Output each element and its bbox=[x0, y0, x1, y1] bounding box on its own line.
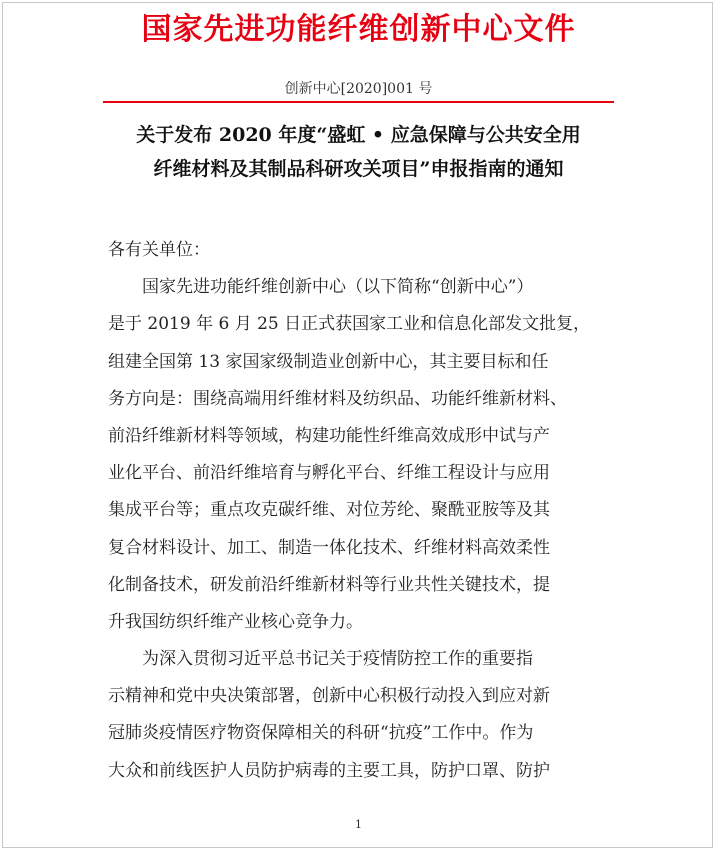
document-number: 创新中心[2020]001 号 bbox=[284, 81, 433, 97]
paragraph-line: 组建全国第 13 家国家级制造业创新中心，其主要目标和任 bbox=[108, 351, 549, 372]
paragraph-line: 为深入贯彻习近平总书记关于疫情防控工作的重要指 bbox=[142, 649, 533, 670]
document-body bbox=[108, 232, 608, 790]
notice-title-line: 纤维材料及其制品科研攻关项目”申报指南的通知 bbox=[153, 158, 564, 180]
paragraph-line: 务方向是：围绕高端用纤维材料及纺织品、功能纤维新材料、 bbox=[108, 388, 567, 409]
paragraph-line: 集成平台等；重点攻克碳纤维、对位芳纶、聚酰亚胺等及其 bbox=[108, 500, 550, 521]
paragraph-line: 业化平台、前沿纤维培育与孵化平台、纤维工程设计与应用 bbox=[108, 463, 550, 484]
page-number: 1 bbox=[355, 818, 362, 831]
paragraph-line: 是于 2019 年 6 月 25 日正式获国家工业和信息化部发文批复， bbox=[108, 314, 591, 335]
paragraph-line: 升我国纺织纤维产业核心竞争力。 bbox=[108, 611, 363, 632]
paragraph-line: 前沿纤维新材料等领域，构建功能性纤维高效成形中试与产 bbox=[108, 425, 550, 446]
paragraph-line: 化制备技术，研发前沿纤维新材料等行业共性关键技术，提 bbox=[108, 574, 550, 595]
paragraph-line: 大众和前线医护人员防护病毒的主要工具，防护口罩、防护 bbox=[108, 760, 550, 781]
salutation: 各有关单位： bbox=[108, 240, 210, 260]
paragraph-line: 示精神和党中央决策部署，创新中心积极行动投入到应对新 bbox=[108, 686, 550, 707]
paragraph-line: 国家先进功能纤维创新中心（以下简称“创新中心”） bbox=[142, 277, 534, 298]
notice-title bbox=[0, 118, 717, 186]
red-header-rule bbox=[103, 101, 614, 103]
notice-title-line: 关于发布 2020 年度“盛虹 • 应急保障与公共安全用 bbox=[136, 124, 581, 146]
paragraph-line: 冠肺炎疫情医疗物资保障相关的科研“抗疫”工作中。作为 bbox=[108, 723, 534, 744]
document-header-title: 国家先进功能纤维创新中心文件 bbox=[141, 12, 576, 47]
paragraph-line: 复合材料设计、加工、制造一体化技术、纤维材料高效柔性 bbox=[108, 537, 550, 558]
